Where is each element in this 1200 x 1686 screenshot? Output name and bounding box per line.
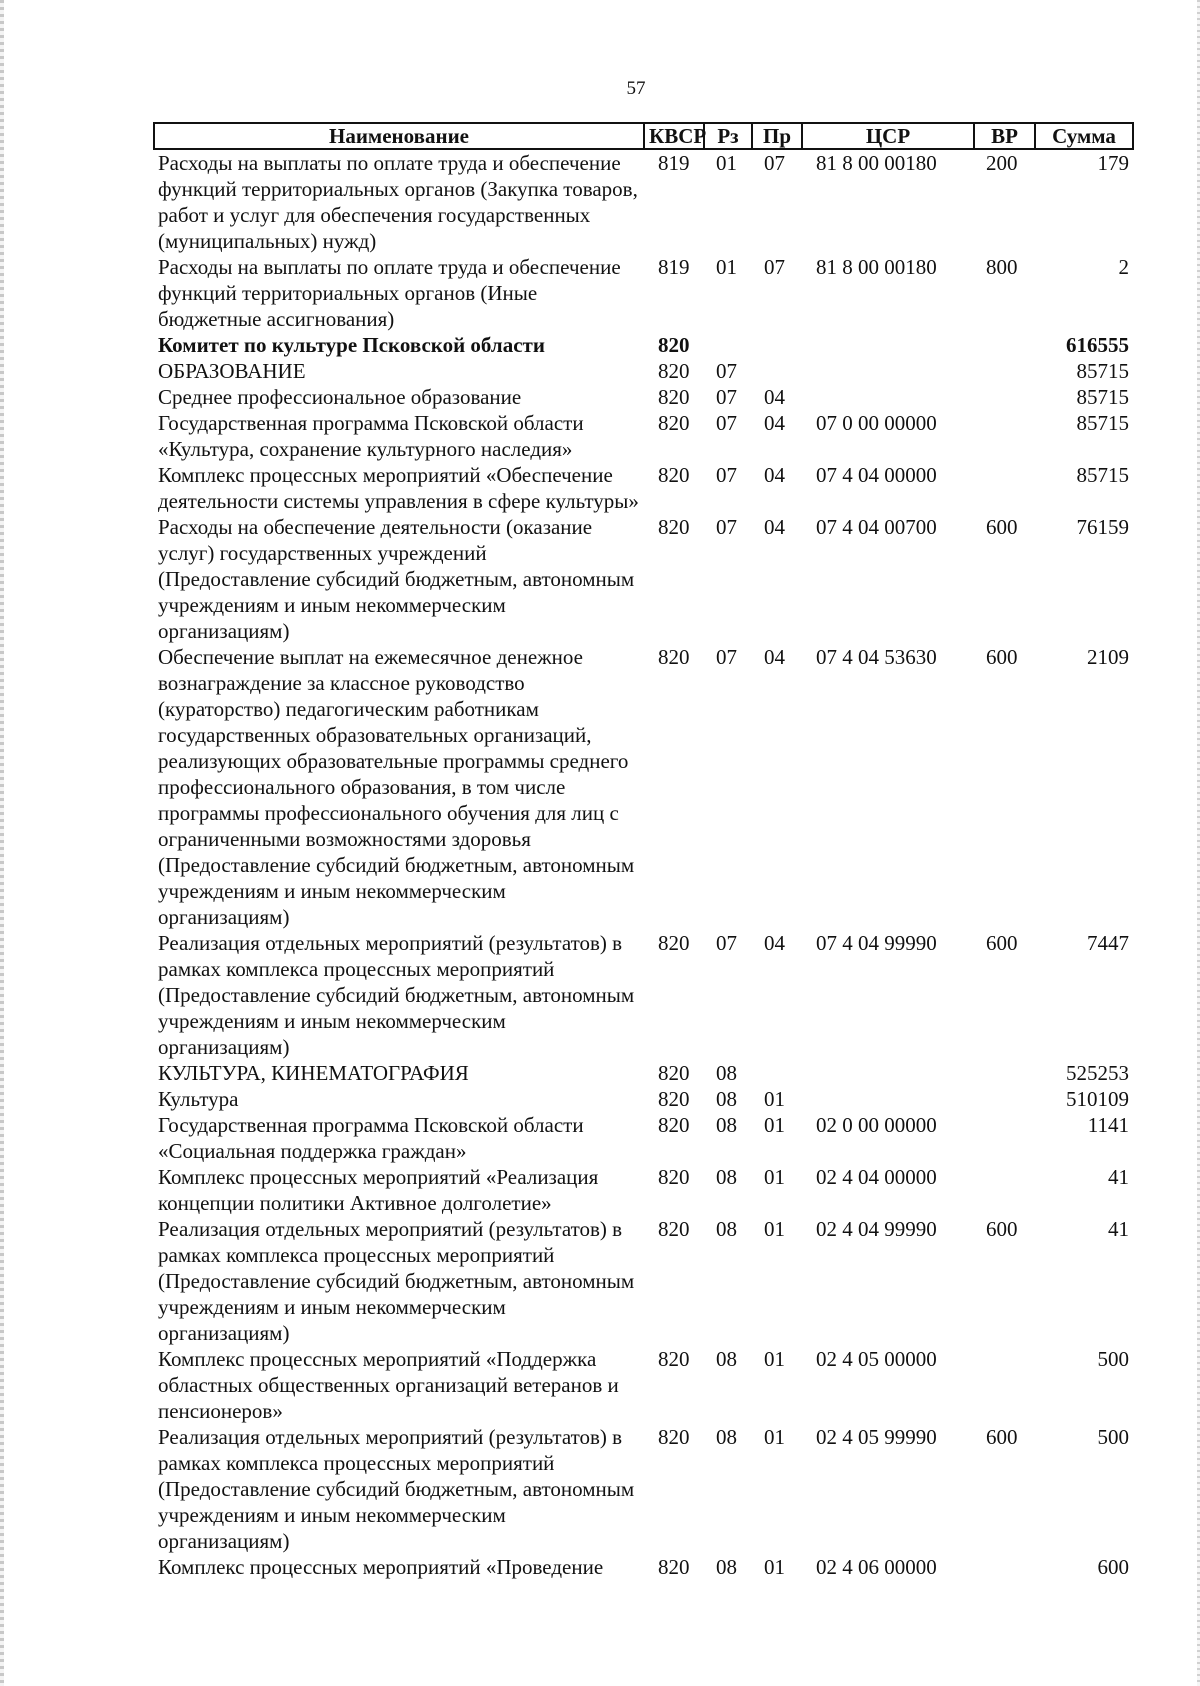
- table-row: [154, 254, 1133, 332]
- cell-name: ОБРАЗОВАНИЕ: [158, 359, 306, 383]
- cell-vr: [974, 1112, 1035, 1164]
- cell-sum: 179: [1097, 151, 1129, 175]
- cell-rz: 08: [716, 1113, 737, 1137]
- cell-rz: 08: [716, 1165, 737, 1189]
- table-body: [154, 149, 1133, 1580]
- cell-name: Среднее профессиональное образование: [158, 385, 522, 409]
- cell-kvsr: 820: [658, 385, 690, 409]
- header-row: [154, 123, 1133, 149]
- cell-rz: 07: [716, 463, 737, 487]
- cell-csr: [802, 1060, 974, 1086]
- table-row: [154, 332, 1133, 358]
- cell-pr: 07: [764, 151, 785, 175]
- cell-name: КУЛЬТУРА, КИНЕМАТОГРАФИЯ: [158, 1061, 469, 1085]
- cell-sum: 1141: [1087, 1113, 1129, 1137]
- cell-csr: [802, 332, 974, 358]
- cell-name: Расходы на выплаты по оплате труда и обеспечение функций территориальных органов (Иные бюджетные ассигнования): [158, 255, 621, 331]
- table-row: [154, 1086, 1133, 1112]
- cell-vr: 600: [986, 931, 1018, 955]
- cell-pr: 01: [764, 1113, 785, 1137]
- cell-csr: 81 8 00 00180: [816, 255, 937, 279]
- cell-rz: 08: [716, 1347, 737, 1371]
- cell-name: Комплекс процессных мероприятий «Обеспечение деятельности системы управления в сфере культуры»: [158, 463, 639, 513]
- cell-csr: 02 4 05 00000: [816, 1347, 937, 1371]
- table-row: [154, 1164, 1133, 1216]
- cell-pr: [752, 1060, 802, 1086]
- cell-name: Реализация отдельных мероприятий (результатов) в рамках комплекса процессных мероприятий (Предоставление субсидий бюджетным, автономным учреждениям и иным некоммерческим организациям): [158, 931, 635, 1059]
- cell-kvsr: 820: [658, 359, 690, 383]
- cell-kvsr: 819: [658, 255, 690, 279]
- cell-kvsr: 820: [658, 515, 690, 539]
- cell-rz: 01: [716, 151, 737, 175]
- cell-name: Государственная программа Псковской области «Культура, сохранение культурного наследия»: [158, 411, 584, 461]
- cell-rz: 08: [716, 1425, 737, 1449]
- table-row: [154, 358, 1133, 384]
- cell-pr: 01: [764, 1425, 785, 1449]
- cell-vr: [974, 1164, 1035, 1216]
- cell-name: Расходы на обеспечение деятельности (оказание услуг) государственных учреждений (Предоставление субсидий бюджетным, автономным учреждениям и иным некоммерческим организациям): [158, 515, 635, 643]
- cell-pr: 01: [764, 1087, 785, 1111]
- table-row: [154, 462, 1133, 514]
- table-header: [154, 123, 1133, 149]
- cell-sum: 2109: [1087, 645, 1129, 669]
- cell-csr: 07 4 04 00700: [816, 515, 937, 539]
- cell-csr: [802, 1086, 974, 1112]
- cell-pr: 04: [764, 385, 785, 409]
- cell-pr: 07: [764, 255, 785, 279]
- cell-rz: 07: [716, 359, 737, 383]
- cell-sum: 85715: [1076, 385, 1129, 409]
- cell-kvsr: 819: [658, 151, 690, 175]
- cell-name: Реализация отдельных мероприятий (результатов) в рамках комплекса процессных мероприятий (Предоставление субсидий бюджетным, автономным учреждениям и иным некоммерческим организациям): [158, 1217, 635, 1345]
- cell-sum: 616555: [1066, 333, 1129, 357]
- column-header-kvsr: КВСР: [644, 123, 704, 149]
- cell-pr: 01: [764, 1165, 785, 1189]
- cell-vr: 600: [986, 645, 1018, 669]
- cell-rz: 08: [716, 1087, 737, 1111]
- table-row: [154, 410, 1133, 462]
- table-row: [154, 514, 1133, 644]
- budget-table: [153, 122, 1134, 1580]
- cell-csr: [802, 358, 974, 384]
- cell-csr: 07 0 00 00000: [816, 411, 937, 435]
- cell-name: Реализация отдельных мероприятий (результатов) в рамках комплекса процессных мероприятий (Предоставление субсидий бюджетным, автономным учреждениям и иным некоммерческим организациям): [158, 1425, 635, 1553]
- cell-csr: 02 4 05 99990: [816, 1425, 937, 1449]
- cell-vr: [974, 358, 1035, 384]
- table-row: [154, 644, 1133, 930]
- cell-rz: 08: [716, 1061, 737, 1085]
- column-header-sum: Сумма: [1035, 123, 1133, 149]
- cell-sum: 500: [1097, 1425, 1129, 1449]
- cell-rz: 07: [716, 931, 737, 955]
- cell-kvsr: 820: [658, 463, 690, 487]
- cell-csr: 02 4 04 99990: [816, 1217, 937, 1241]
- cell-name: Комплекс процессных мероприятий «Проведение: [158, 1555, 604, 1579]
- table-row: [154, 1112, 1133, 1164]
- cell-vr: [974, 384, 1035, 410]
- cell-vr: 600: [986, 1425, 1018, 1449]
- cell-csr: [802, 384, 974, 410]
- cell-pr: 04: [764, 411, 785, 435]
- cell-vr: [974, 410, 1035, 462]
- cell-kvsr: 820: [658, 1087, 690, 1111]
- cell-vr: [974, 1346, 1035, 1424]
- cell-kvsr: 820: [658, 1165, 690, 1189]
- cell-csr: 07 4 04 00000: [816, 463, 937, 487]
- cell-rz: 07: [716, 515, 737, 539]
- cell-rz: 07: [716, 645, 737, 669]
- table-row: [154, 1346, 1133, 1424]
- cell-kvsr: 820: [658, 1113, 690, 1137]
- cell-sum: 7447: [1087, 931, 1129, 955]
- cell-kvsr: 820: [658, 411, 690, 435]
- page-number: 57: [626, 78, 646, 99]
- cell-rz: 07: [716, 411, 737, 435]
- cell-sum: 76159: [1076, 515, 1129, 539]
- cell-name: Комплекс процессных мероприятий «Реализация концепции политики Активное долголетие»: [158, 1165, 599, 1215]
- cell-csr: 07 4 04 53630: [816, 645, 937, 669]
- cell-kvsr: 820: [658, 1347, 690, 1371]
- cell-kvsr: 820: [658, 1217, 690, 1241]
- cell-pr: 04: [764, 931, 785, 955]
- column-header-csr: ЦСР: [802, 123, 974, 149]
- cell-sum: 2: [1118, 255, 1129, 279]
- cell-sum: 600: [1097, 1555, 1129, 1579]
- cell-kvsr: 820: [658, 333, 690, 357]
- cell-pr: 01: [764, 1555, 785, 1579]
- cell-rz: 01: [716, 255, 737, 279]
- cell-rz: 07: [716, 385, 737, 409]
- table-row: [154, 149, 1133, 254]
- cell-name: Культура: [158, 1087, 239, 1111]
- cell-sum: 500: [1097, 1347, 1129, 1371]
- cell-csr: 02 0 00 00000: [816, 1113, 937, 1137]
- cell-vr: [974, 332, 1035, 358]
- cell-name: Комплекс процессных мероприятий «Поддержка областных общественных организаций ветеранов и пенсионеров»: [158, 1347, 619, 1423]
- cell-vr: 800: [986, 255, 1018, 279]
- cell-rz: 08: [716, 1555, 737, 1579]
- cell-kvsr: 820: [658, 645, 690, 669]
- cell-rz: 08: [716, 1217, 737, 1241]
- cell-csr: 02 4 06 00000: [816, 1555, 937, 1579]
- cell-vr: 200: [986, 151, 1018, 175]
- cell-csr: 07 4 04 99990: [816, 931, 937, 955]
- cell-vr: [974, 462, 1035, 514]
- cell-vr: [974, 1060, 1035, 1086]
- cell-vr: 600: [986, 515, 1018, 539]
- cell-pr: 01: [764, 1347, 785, 1371]
- cell-vr: [974, 1086, 1035, 1112]
- cell-pr: 04: [764, 645, 785, 669]
- cell-name: Комитет по культуре Псковской области: [158, 333, 545, 357]
- cell-sum: 85715: [1076, 463, 1129, 487]
- cell-pr: 01: [764, 1217, 785, 1241]
- cell-pr: 04: [764, 463, 785, 487]
- table-row: [154, 1424, 1133, 1554]
- cell-sum: 510109: [1066, 1087, 1129, 1111]
- table-row: [154, 1554, 1133, 1580]
- table-row: [154, 930, 1133, 1060]
- column-header-pr: Пр: [752, 123, 802, 149]
- cell-sum: 85715: [1076, 411, 1129, 435]
- cell-pr: [752, 332, 802, 358]
- cell-pr: [752, 358, 802, 384]
- column-header-name: Наименование: [154, 123, 644, 149]
- cell-vr: 600: [986, 1217, 1018, 1241]
- table-row: [154, 384, 1133, 410]
- cell-sum: 41: [1108, 1165, 1129, 1189]
- scan-edge-left: [0, 0, 4, 1686]
- cell-sum: 85715: [1076, 359, 1129, 383]
- cell-name: Обеспечение выплат на ежемесячное денежное вознаграждение за классное руководство (кураторство) педагогическим работникам государственных образовательных организаций, реализующих образовательные программы среднего профессионального образования, в том числе программы профессионального обучения для лиц с ограниченными возможностями здоровья (Предоставление субсидий бюджетным, автономным учреждениям и иным некоммерческим организациям): [158, 645, 635, 929]
- column-header-vr: ВР: [974, 123, 1035, 149]
- column-header-rz: Рз: [704, 123, 752, 149]
- cell-kvsr: 820: [658, 1061, 690, 1085]
- cell-sum: 41: [1108, 1217, 1129, 1241]
- table-row: [154, 1216, 1133, 1346]
- cell-csr: 02 4 04 00000: [816, 1165, 937, 1189]
- cell-kvsr: 820: [658, 931, 690, 955]
- cell-vr: [974, 1554, 1035, 1580]
- cell-name: Расходы на выплаты по оплате труда и обеспечение функций территориальных органов (Закупка товаров, работ и услуг для обеспечения государственных (муниципальных) нужд): [158, 151, 638, 253]
- cell-kvsr: 820: [658, 1425, 690, 1449]
- cell-rz: [704, 332, 752, 358]
- cell-name: Государственная программа Псковской области «Социальная поддержка граждан»: [158, 1113, 584, 1163]
- cell-sum: 525253: [1066, 1061, 1129, 1085]
- cell-csr: 81 8 00 00180: [816, 151, 937, 175]
- cell-pr: 04: [764, 515, 785, 539]
- table-row: [154, 1060, 1133, 1086]
- cell-kvsr: 820: [658, 1555, 690, 1579]
